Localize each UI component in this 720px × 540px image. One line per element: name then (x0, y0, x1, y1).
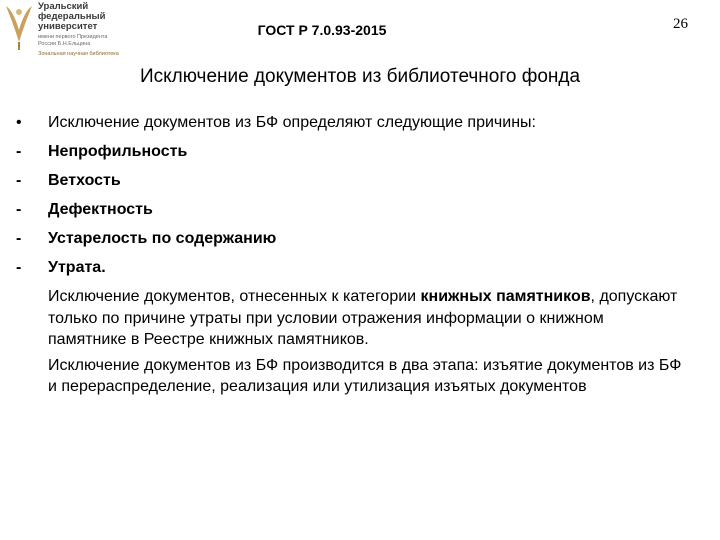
reason-item (12, 257, 682, 279)
reason-text: Ветхость (48, 172, 121, 189)
dash-marker: - (16, 172, 22, 189)
reason-item (12, 141, 682, 163)
reason-text: Утрата. (48, 259, 106, 276)
dash-marker: - (16, 230, 22, 247)
slide-title: Исключение документов из библиотечного фонда (139, 66, 581, 87)
paragraph-text: , допускают только по причине утраты при условии отражения информации о книжном памятнике в Реестре книжных памятников. (48, 288, 678, 348)
reason-item (12, 199, 682, 221)
reason-text: Непрофильность (48, 143, 188, 160)
logo-subline: имени первого Президента России Б.Н.Ельцина (38, 34, 108, 47)
book-monuments-paragraph (48, 286, 682, 351)
paragraph-bold-term: книжных памятников (420, 288, 591, 305)
logo-line-3: университет (38, 21, 98, 32)
dash-marker: - (16, 143, 22, 160)
dash-marker: - (16, 201, 22, 218)
exclusion-stages-paragraph: Исключение документов из БФ производится в два этапа: изъятие документов из БФ и перераспределение, реализация или утилизация изъятых документов (48, 356, 682, 395)
reason-item (12, 170, 682, 192)
intro-text: Исключение документов из БФ определяют следующие причины: (48, 114, 536, 131)
page-number: 26 (673, 16, 688, 32)
dash-marker: - (16, 259, 22, 276)
standard-header (0, 22, 720, 38)
logo-library: Зональная научная библиотека (38, 51, 119, 57)
reason-text: Устарелость по содержанию (48, 230, 277, 247)
standard-code: ГОСТ Р 7.0.93-2015 (257, 22, 387, 38)
logo-line-2: федеральный (38, 11, 106, 22)
paragraph-text: Исключение документов, отнесенных к категории (48, 288, 421, 305)
reason-text: Дефектность (48, 201, 153, 218)
slide-body (12, 112, 682, 402)
intro-item (12, 112, 682, 134)
logo-line-1: Уральский (38, 1, 89, 12)
reason-item (12, 228, 682, 250)
bullet-marker: • (16, 114, 22, 131)
